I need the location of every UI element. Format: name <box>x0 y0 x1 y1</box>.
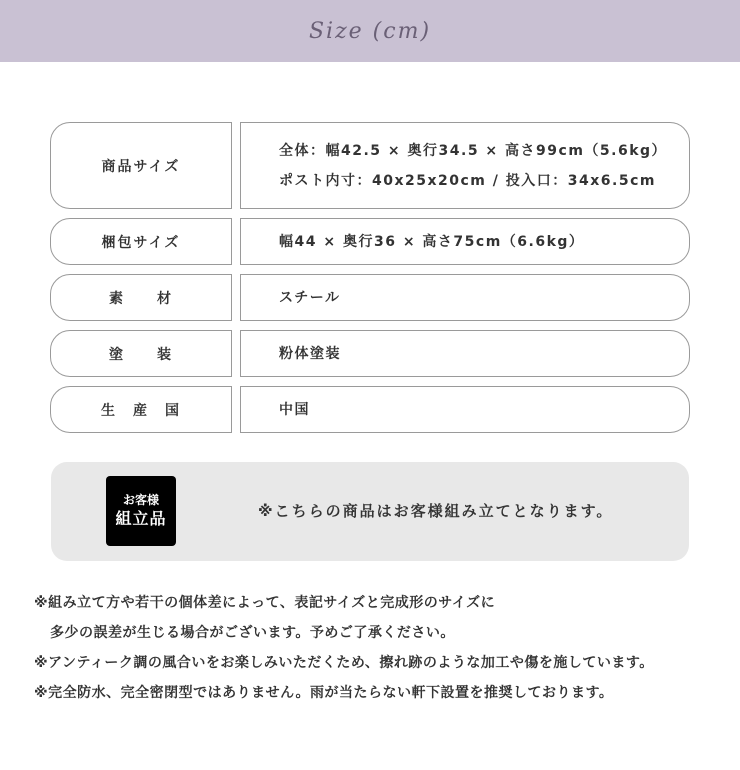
spec-label: 塗 装 <box>50 330 232 377</box>
page-header <box>0 0 740 62</box>
spec-value-line: 全体：幅42.5 × 奥行34.5 × 高さ99cm（5.6kg） <box>279 142 668 159</box>
spec-label: 梱包サイズ <box>50 218 232 265</box>
spec-value <box>240 122 690 209</box>
assembly-notice-text: ※こちらの商品はお客様組み立てとなります。 <box>258 502 614 520</box>
badge-bottom-text: 組立品 <box>115 509 167 528</box>
spec-label: 商品サイズ <box>50 122 232 209</box>
assembly-badge <box>106 476 176 546</box>
spec-row-material <box>50 274 690 321</box>
note-line: ※アンティーク調の風合いをお楽しみいただくため、擦れ跡のような加工や傷を施しています。 <box>34 655 654 671</box>
badge-top-text: お客様 <box>122 493 159 507</box>
assembly-notice <box>51 462 689 561</box>
notes-section <box>34 588 724 708</box>
spec-label: 生 産 国 <box>50 386 232 433</box>
spec-value <box>240 330 690 377</box>
spec-row-package-size <box>50 218 690 265</box>
spec-row-product-size <box>50 122 690 209</box>
note-line: 多少の誤差が生じる場合がございます。予めご了承ください。 <box>50 625 455 641</box>
spec-value-line: 幅44 × 奥行36 × 高さ75cm（6.6kg） <box>279 233 585 250</box>
spec-value <box>240 274 690 321</box>
spec-value <box>240 386 690 433</box>
page-title: Size (cm) <box>308 18 432 44</box>
spec-row-origin <box>50 386 690 433</box>
spec-value <box>240 218 690 265</box>
note-line: ※完全防水、完全密閉型ではありません。雨が当たらない軒下設置を推奨しております。 <box>34 685 614 701</box>
spec-row-coating <box>50 330 690 377</box>
spec-value-line: 粉体塗装 <box>279 345 341 362</box>
note-line: ※組み立て方や若干の個体差によって、表記サイズと完成形のサイズに <box>34 595 496 611</box>
spec-value-line: 中国 <box>279 401 310 418</box>
spec-value-line: スチール <box>279 289 341 306</box>
spec-label: 素 材 <box>50 274 232 321</box>
spec-value-line: ポスト内寸：40x25x20cm / 投入口：34x6.5cm <box>279 172 656 189</box>
